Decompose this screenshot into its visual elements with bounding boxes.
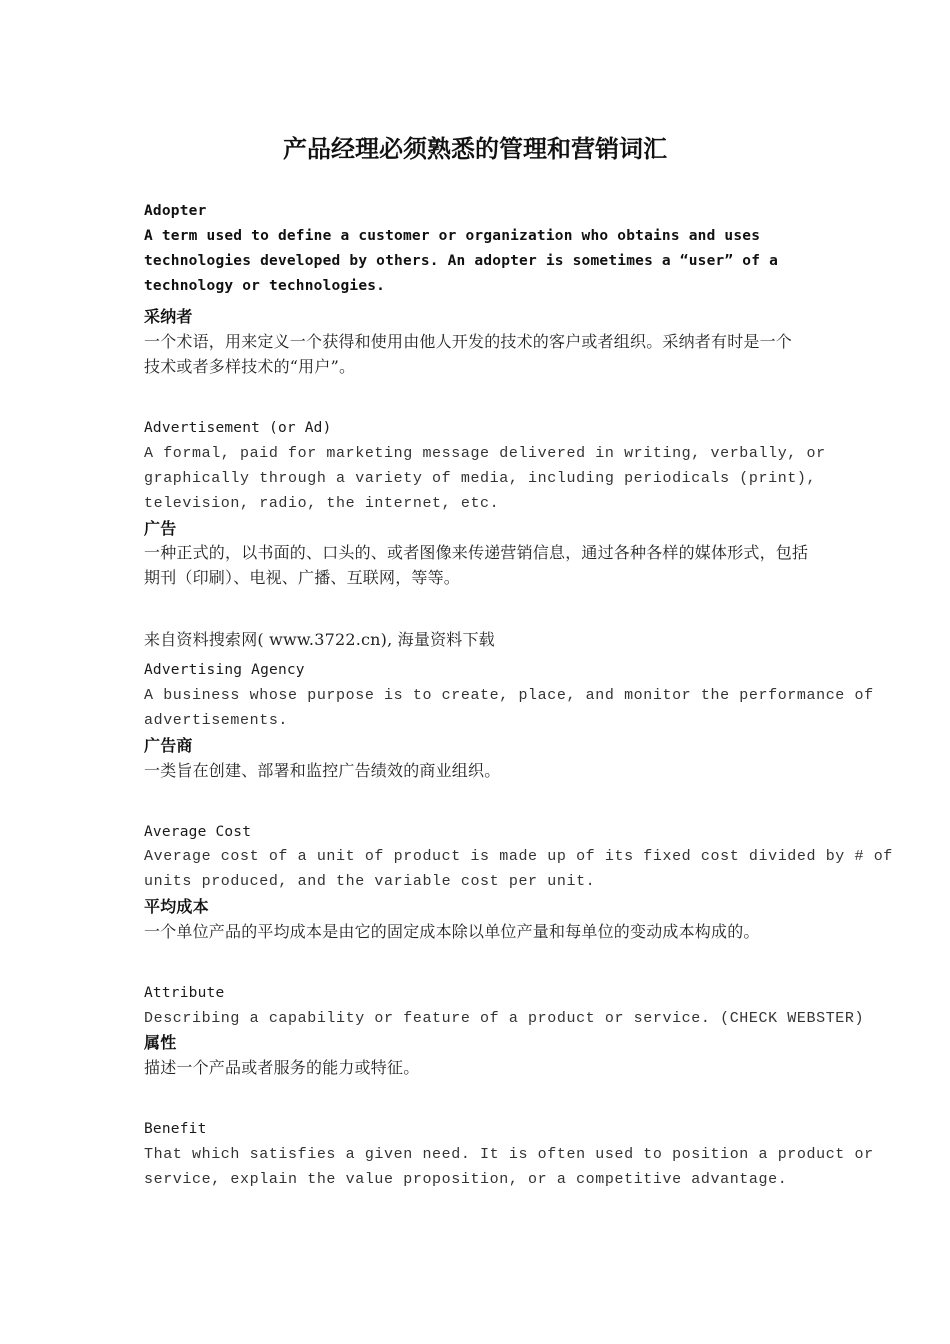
term-definition-line: television, radio, the internet, etc. [144, 495, 500, 512]
term-definition-line: units produced, and the variable cost per unit. [144, 873, 596, 890]
term-definition-line: technology or technologies. [144, 278, 386, 294]
term-heading-average-cost: Average Cost [144, 824, 252, 840]
term-definition-line: That which satisfies a given need. It is often used to position a product or [144, 1146, 874, 1163]
term-definition-line: graphically through a variety of media, including periodicals (print), [144, 470, 817, 487]
term-definition-line: service, explain the value proposition, or a competitive advantage. [144, 1171, 788, 1188]
cn-definition-line: 描述一个产品或者服务的能力或特征。 [144, 1058, 420, 1077]
term-heading-advertisement: Advertisement (or Ad) [144, 420, 332, 436]
cn-definition-line: 一种正式的，以书面的、口头的、或者图像来传递营销信息，通过各种各样的媒体形式，包括 [144, 543, 809, 562]
term-definition-line: technologies developed by others. An adopter is sometimes a “user” of a [144, 253, 779, 269]
term-definition-line: Describing a capability or feature of a product or service. (CHECK WEBSTER) [144, 1010, 865, 1027]
term-definition-line: Average cost of a unit of product is made up of its fixed cost divided by # of [144, 848, 893, 865]
term-definition-line: A business whose purpose is to create, place, and monitor the performance of [144, 687, 874, 704]
document-title: 产品经理必须熟悉的管理和营销词汇 [283, 134, 667, 163]
term-definition-line: A formal, paid for marketing message delivered in writing, verbally, or [144, 445, 826, 462]
cn-term-heading: 属性 [144, 1033, 177, 1052]
source-note: 来自资料搜索网( www.3722.cn), 海量资料下载 [144, 630, 495, 649]
cn-term-heading: 广告 [144, 519, 177, 538]
term-heading-attribute: Attribute [144, 985, 225, 1001]
cn-definition-line: 一个单位产品的平均成本是由它的固定成本除以单位产量和每单位的变动成本构成的。 [144, 922, 760, 941]
cn-term-heading: 采纳者 [144, 307, 193, 326]
term-heading-adopter: Adopter [144, 203, 207, 219]
term-heading-benefit: Benefit [144, 1121, 207, 1137]
cn-definition-line: 一个术语，用来定义一个获得和使用由他人开发的技术的客户或者组织。采纳者有时是一个 [144, 332, 793, 351]
cn-definition-line: 技术或者多样技术的“用户”。 [144, 357, 356, 376]
cn-term-heading: 平均成本 [144, 897, 209, 916]
cn-term-heading: 广告商 [144, 736, 193, 755]
cn-definition-line: 期刊（印刷）、电视、广播、互联网，等等。 [144, 568, 461, 587]
cn-definition-line: 一类旨在创建、部署和监控广告绩效的商业组织。 [144, 761, 501, 780]
term-definition-line: advertisements. [144, 712, 289, 729]
term-definition-line: A term used to define a customer or organization who obtains and uses [144, 228, 761, 244]
term-heading-advertising-agency: Advertising Agency [144, 662, 305, 678]
